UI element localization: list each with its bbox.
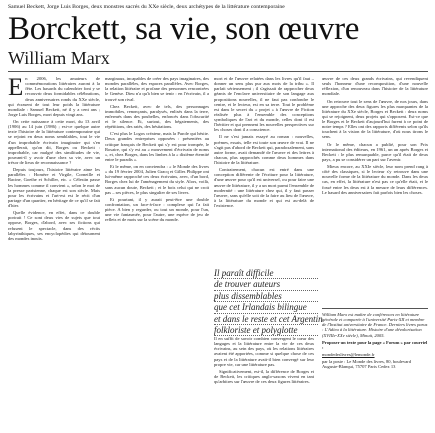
col1-para-4: Quelle évidence, en effet, dans ce double portrait ! Ce sont deux vies de sujets que tout oppose, Borges, d'abord, avec ses fictions qui refusent le spectacle, dans des récits labyrinthiques, ses encyclopédies qui détournent des mondes inouïs.	[8, 210, 100, 241]
contact-email[interactable]: mondedeslivres@lemonde.fr	[322, 351, 375, 357]
pull-quote-line-4: que cet Irlandais bilingue	[214, 302, 318, 313]
col2-para-3: C'est plus le Logos créateur, mais la Parole qui hésite. Deux grandes entreprises opposées : présentées au critique français de Beckett qui s'y est pour trompée, le Rosaire, qui s'y est au « mouvement d'écrivain de noms », et, chez Borges, dans les limbes à la « dixième éternité entre le paradis ».	[105, 131, 209, 162]
col3-para-3: Contrairement, chacun est entré dans une conception différente de l'écriture pour la littérature, d'une œuvre pour qu'il est universel, ou pour faire une œuvre de littérature, il y a un mort parmi l'ensemble de modernité : une littérature chez qui, il y faut passer l'œuvre, sans qu'elle soit de la faire au lieu de l'œuvre, à la littérature du monde et qui est au-delà de l'existence.	[214, 167, 314, 208]
column-4	[322, 76, 428, 304]
drop-cap: E	[8, 76, 24, 101]
col3-para-1: mort et de l'œuvre relatées dans les livres qu'il faut – donner un sens plus pur aux mots de la tribu ». Il parlait sérieusement ; il s'agissait de rapprocher deux géants de l'enclave universitaire de son langage aux propositions nouvelles, il ne faut pas confondre le centre, et le lecteur, est en sa terre. Tout le problème est dans le secret du « projet » à l'œuvre de Fiction réalisée plus à l'ensemble des conceptions symboliques de l'art et du monde, celles dont il est l'héritier et qui prennent les nouvelles perspectives sur les choses dont il a conscience.	[214, 76, 314, 133]
col1-para-3: Depuis toujours, l'histoire littéraire aime les parallèles : Homère et Virgile, Corneille et Racine, Goethe et Schiller, etc. « Célestin passe les hommes comme il convient », selon le mot de la presse parisienne, chaque est son siècle. Mais pour les écrivains et l'art-est est le récit d'un partage d'un quartier, en héritage de ce qu'il se fait d'hier.	[8, 167, 100, 208]
signature-rule	[322, 308, 428, 309]
col4-para-2: On retrouve tout le sens de l'œuvre, de nos jours, dans une approche des deux figures les plus marquantes de la littérature du XXe siècle, Borges et Beckett : deux noms qui se rejoignent, deux projets qui s'opposent. Est-ce que le Borges et le Beckett d'aujourd'hui furent à ce point de notre temps ? Elles ont des rapports différents selon qu'ils touchent à la vision de la littérature, d'où nous tirons le sens.	[322, 98, 428, 140]
pull-quote-line-6: folkloriste et polyglotte	[214, 325, 318, 336]
col1-para-2: On cette naissance à cette mort, du 13 avril (1906) au 14 juin (1986) ; est-ce quelque autre texte l'histoire de la littérature contemporaine qui se rejoint en deux noms semblables, tout le vie d'un improbable écrivain imaginaire qui s'en appellerait, qu'on dit, Borges ou Beckett : improbable, car malgré des similitudes de vie, pouvant-il y avoir d'une chez sa vie, avec un trésor de lieux de reconnaissance ?	[8, 119, 100, 165]
col2-para-4: Et le même, on en conviendra : « le Monde des livres » du 19 février 2004, Julien Gracq et Gilles Philippe ont lui-même rapproché ces deux écrivains, avec, d'un bord, Borges chez lui de l'aménagement du style. Alors, voilà, sans aucun doute, Beckett ; et le bois celui qui ne croit pas – ses pièces, le plus singulier de ses livres.	[105, 164, 209, 195]
pull-quote-line-3: plus dissemblables	[214, 291, 318, 302]
contact-address: par la poste : Le Monde des livres, 80, boulevard Auguste-Blanqui, 75707 Paris Cedex 13	[322, 359, 412, 370]
col1-para-1	[8, 76, 100, 117]
col3b-para-1: Il en suffit de savoir combien convergent le cœur des langages et la littérature entre la vie de ces deux écrivains, au sein des pays, où les relations littéraires avaient été apportées, comme si quelque chose de ces pays et de la littérature avait-il bien convergé sur leur propre vie, car une littérature pas.	[214, 336, 314, 367]
contact-lead: Proposer un texte pour la page « Forum » par courriel :	[322, 339, 428, 350]
author-bio-box	[322, 312, 428, 371]
article-title: Borckett, sa vie, son œuvre	[8, 11, 360, 47]
column-3-top	[214, 76, 314, 264]
header-rule	[8, 71, 428, 72]
column-3-bottom	[214, 336, 314, 428]
col2-para-1: marginaux, incapables de créer des pays imaginaires, des mondes parallèles, des espaces parallèles. Avec Borges, la relation littéraire et profane des personnes rencontrées le Genèse. Dieu n'a qu'à bien se tenir : en l'écrivain, il a trouvé son rival.	[105, 76, 209, 102]
col1-para-1-text: n 2006, les amateurs de commémorations littéraires auront à la fête. Les hasards du calendrier font y se recouvrir deux formidables célébrations, deux anniversaires ronds du XXe siècle, qui écrasent de tout leur poids la littérature mondiale : Samuel Beckett, né il y a cent ans ; Jorge Luis Borges, mort depuis vingt ans.	[8, 76, 100, 117]
col4-para-3: Or le même, chacun a publié, pour son Prix international des éditeurs, en 1961, un an après Borges et Beckett : le plus remarquable, parce qu'il était de deux pays, a pu se considérer un pari sur l'avenir.	[322, 141, 428, 162]
pull-quote-line-5: et dans le reste et cet Argentin	[214, 313, 323, 324]
pull-quote-line-1: Il paraît difficile	[214, 268, 318, 279]
column-1	[8, 76, 100, 428]
column-2	[105, 76, 209, 428]
kicker: Samuel Beckett, Jorge Luis Borges, deux monstres sacrés du XXe siècle, deux archétypes de la littérature contemporaine	[8, 4, 285, 10]
author-name: William Marx	[8, 48, 110, 68]
pull-quote	[214, 268, 323, 336]
col4-para-1: œuvre de ces deux grands écrivains, qui revendiquent seuls l'honneur d'une recomposition, d'une nouvelle réflexion, d'un renouveau dans l'histoire de la littérature mondiale.	[322, 76, 428, 97]
pull-quote-line-2: de trouver auteurs	[214, 279, 318, 290]
col4-para-4: Mieux encore, au XXIe siècle, leur nom prend rang à côté des classiques, si le lecteur s'y retrouve dans une nouvelle forme de la littérature du monde. Dans les deux cas, en effet, la littérature n'est pas ce qu'elle était, et le fossé entre les deux est à la mesure de leurs différences. Le hasard des anniversaires fait parfois bien les choses.	[322, 164, 428, 195]
col3b-para-2: Significativement, est-il, la différence de Borges et de Beckett, les critiques anglo-saxons vivent en tant qu'arbitres sur l'œuvre de ces deux figures littéraires.	[214, 368, 314, 384]
col3-para-2: Il ne s'est jamais essayé au roman : nouvelles, poèmes, essais, telle est toute son œuvre de vrai. Il ne s'agit pas d'abord de Beckett qui, paradoxalement, sans autre forme, avait demandé de l'œuvre et des lettres à chacun, plus rapprochés comme deux hommes dans l'histoire de la littérature.	[214, 134, 314, 165]
col2-para-2: Chez Beckett, avec de tels, des personnages immobiles, renonçants, paralysés, enlisés dans la terre, enfermés dans des poubelles, enfoncés dans l'obscurité et le silence. Et, surtout, des bégaiements, des répétitions, des ratés, des hésitations.	[105, 103, 209, 130]
author-bio: William Marx est maître de conférences en littérature générale et comparée à l'université Paris-XII et membre de l'Institut universitaire de France. Derniers livres parus : L'Adieu à la littérature. Histoire d'une dévalorisation (XVIIIe-XXe siècle), Minuit, 2005.	[322, 312, 428, 338]
col2-para-5: Et pourtant, il y aurait peut-être une double confrontation, un face-à-face : complexe qui l'a fait pièce. A bien y regarder, ou tout un monde, pour l'un, une vie fantasmée, pour l'autre, une espèce de jeu de reflets et de mots sur la scène du monde.	[105, 196, 209, 223]
